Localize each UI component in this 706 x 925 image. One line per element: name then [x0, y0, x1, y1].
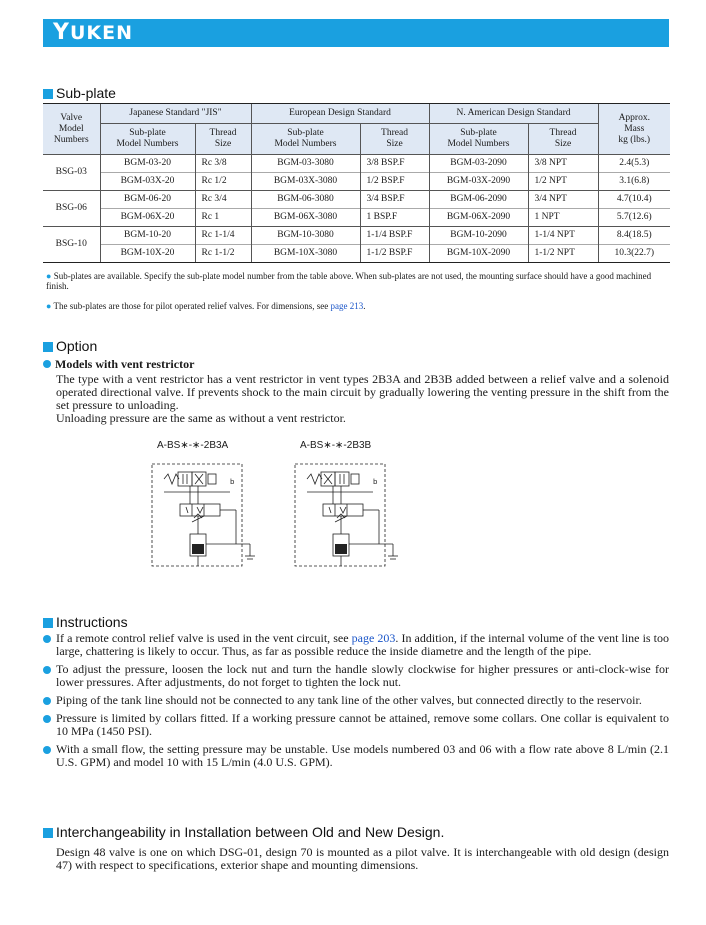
- table-cell: BGM-06-3080: [251, 191, 360, 209]
- table-cell: BGM-03-3080: [251, 155, 360, 173]
- table-cell: BGM-10-20: [100, 227, 195, 245]
- instruction-item: If a remote control relief valve is used in the vent circuit, see page 203. In addition, if the internal volume of the vent line is too large, chattering is likely to occur. Thus, as far as possible reduce the inside diametre and the length of the pipe.: [43, 632, 669, 658]
- instruction-item: Piping of the tank line should not be connected to any tank line of the other valves, but connected directly to the reservoir.: [43, 694, 669, 707]
- table-cell: BGM-06-2090: [429, 191, 528, 209]
- table-cell: 3/4 BSP.F: [360, 191, 429, 209]
- circle-bullet-icon: [43, 666, 51, 674]
- table-cell: 3/8 BSP.F: [360, 155, 429, 173]
- yuken-logo: YUKEN: [53, 20, 133, 45]
- header-sub-na: Sub-plate Model Numbers: [429, 124, 528, 155]
- option-subtitle: Models with vent restrictor: [43, 357, 194, 372]
- header-american: N. American Design Standard: [429, 104, 598, 124]
- coil-label-b: b: [373, 478, 378, 486]
- diagram-label-2b3b: A-BS∗-∗-2B3B: [300, 440, 372, 451]
- table-cell: 3.1(6.8): [598, 173, 670, 191]
- page-link[interactable]: page 203: [351, 631, 396, 645]
- table-cell: 2.4(5.3): [598, 155, 670, 173]
- header-sub-eu: Sub-plate Model Numbers: [251, 124, 360, 155]
- square-bullet-icon: [43, 89, 53, 99]
- header-thread-jis: Thread Size: [195, 124, 251, 155]
- table-cell: BGM-10-3080: [251, 227, 360, 245]
- square-bullet-icon: [43, 828, 53, 838]
- header-thread-eu: Thread Size: [360, 124, 429, 155]
- table-cell: 3/4 NPT: [528, 191, 598, 209]
- instruction-item: Pressure is limited by collars fitted. If a working pressure cannot be attained, remove some collars. One collar is equivalent to 10 MPa (1450 PSI).: [43, 712, 669, 738]
- table-row: [43, 245, 670, 263]
- table-cell: 1/2 NPT: [528, 173, 598, 191]
- table-cell: BGM-10X-3080: [251, 245, 360, 263]
- header-jis: Japanese Standard "JIS": [100, 104, 251, 124]
- subplate-table: [43, 103, 670, 263]
- section-title-option: Option: [43, 338, 97, 354]
- square-bullet-icon: [43, 342, 53, 352]
- interchange-paragraph: Design 48 valve is one on which DSG-01, design 70 is mounted as a pilot valve. It is interchangeable with old design (design 47) with respect to specifications, exterior shape and mounting dimensions.: [56, 845, 669, 872]
- instruction-item: With a small flow, the setting pressure may be unstable. Use models numbered 03 and 06 with a flow rate above 8 L/min (2.1 U.S. GPM) and model 10 with 15 L/min (4.0 U.S. GPM).: [43, 743, 669, 769]
- table-cell: Rc 1-1/2: [195, 245, 251, 263]
- header-sub-jis: Sub-plate Model Numbers: [100, 124, 195, 155]
- circle-bullet-icon: [43, 715, 51, 723]
- header-valve-model: Valve Model Numbers: [43, 104, 100, 155]
- page-213-link[interactable]: page 213: [330, 301, 364, 311]
- table-row: [43, 173, 670, 191]
- instruction-item: To adjust the pressure, loosen the lock nut and turn the handle slowly clockwise for higher pressures or anti-clock-wise for lower pressures. After adjustments, do not forget to tighten the lock nut.: [43, 663, 669, 689]
- valve-model-cell: BSG-03: [43, 155, 100, 191]
- section-title-instructions: Instructions: [43, 614, 128, 630]
- table-cell: 1-1/2 NPT: [528, 245, 598, 263]
- table-cell: BGM-03-2090: [429, 155, 528, 173]
- valve-model-cell: BSG-06: [43, 191, 100, 227]
- section-title-interchange: Interchangeability in Installation between Old and New Design.: [43, 824, 444, 840]
- circle-bullet-icon: [43, 635, 51, 643]
- option-paragraph: The type with a vent restrictor has a vent restrictor in vent types 2B3A and 2B3B added between a relief valve and a solenoid operated directional valve. If prevents shock to the main circuit by gradually lowering the venting pressure in the shift from the set pressure to unloading.: [56, 372, 669, 412]
- section-title-text: Sub-plate: [56, 85, 116, 101]
- table-cell: 5.7(12.6): [598, 209, 670, 227]
- table-cell: Rc 1/2: [195, 173, 251, 191]
- table-cell: BGM-10-2090: [429, 227, 528, 245]
- table-cell: BGM-03X-3080: [251, 173, 360, 191]
- instructions-list: [43, 632, 669, 774]
- diagram-label-2b3a: A-BS∗-∗-2B3A: [157, 440, 229, 451]
- table-cell: 1-1/4 NPT: [528, 227, 598, 245]
- table-cell: BGM-06X-2090: [429, 209, 528, 227]
- note-subplates-available: ● Sub-plates are available. Specify the sub-plate model number from the table above. When sub-plates are not used, the mounting surface should have a good machined finish.: [46, 271, 652, 291]
- note-subplates-pilot: ● The sub-plates are those for pilot operated relief valves. For dimensions, see page 213.: [46, 301, 366, 311]
- coil-label-b: b: [230, 478, 235, 486]
- table-cell: 4.7(10.4): [598, 191, 670, 209]
- header-thread-na: Thread Size: [528, 124, 598, 155]
- table-cell: 3/8 NPT: [528, 155, 598, 173]
- valve-model-cell: BSG-10: [43, 227, 100, 263]
- section-title-subplate: [43, 85, 116, 101]
- option-paragraph-2: Unloading pressure are the same as without a vent restrictor.: [56, 411, 346, 425]
- table-row: [43, 227, 670, 245]
- table-cell: BGM-10X-2090: [429, 245, 528, 263]
- table-cell: BGM-03-20: [100, 155, 195, 173]
- table-cell: 1 NPT: [528, 209, 598, 227]
- hydraulic-diagram-2b3b: [293, 462, 408, 572]
- table-cell: 1/2 BSP.F: [360, 173, 429, 191]
- table-cell: Rc 1-1/4: [195, 227, 251, 245]
- circle-bullet-icon: [43, 360, 51, 368]
- header-mass: Approx. Mass kg (lbs.): [598, 104, 670, 155]
- table-cell: 10.3(22.7): [598, 245, 670, 263]
- table-cell: 1-1/2 BSP.F: [360, 245, 429, 263]
- header-bar: [43, 19, 669, 47]
- table-cell: BGM-10X-20: [100, 245, 195, 263]
- table-cell: BGM-06-20: [100, 191, 195, 209]
- table-row: [43, 155, 670, 173]
- table-cell: BGM-03X-20: [100, 173, 195, 191]
- table-cell: 1-1/4 BSP.F: [360, 227, 429, 245]
- circle-bullet-icon: [43, 697, 51, 705]
- header-european: European Design Standard: [251, 104, 429, 124]
- table-cell: BGM-06X-3080: [251, 209, 360, 227]
- table-cell: Rc 3/4: [195, 191, 251, 209]
- table-cell: 8.4(18.5): [598, 227, 670, 245]
- square-bullet-icon: [43, 618, 53, 628]
- table-cell: BGM-03X-2090: [429, 173, 528, 191]
- table-cell: 1 BSP.F: [360, 209, 429, 227]
- table-row: [43, 209, 670, 227]
- table-row: [43, 191, 670, 209]
- table-cell: Rc 1: [195, 209, 251, 227]
- table-cell: BGM-06X-20: [100, 209, 195, 227]
- table-cell: Rc 3/8: [195, 155, 251, 173]
- circle-bullet-icon: [43, 746, 51, 754]
- hydraulic-diagram-2b3a: [150, 462, 265, 572]
